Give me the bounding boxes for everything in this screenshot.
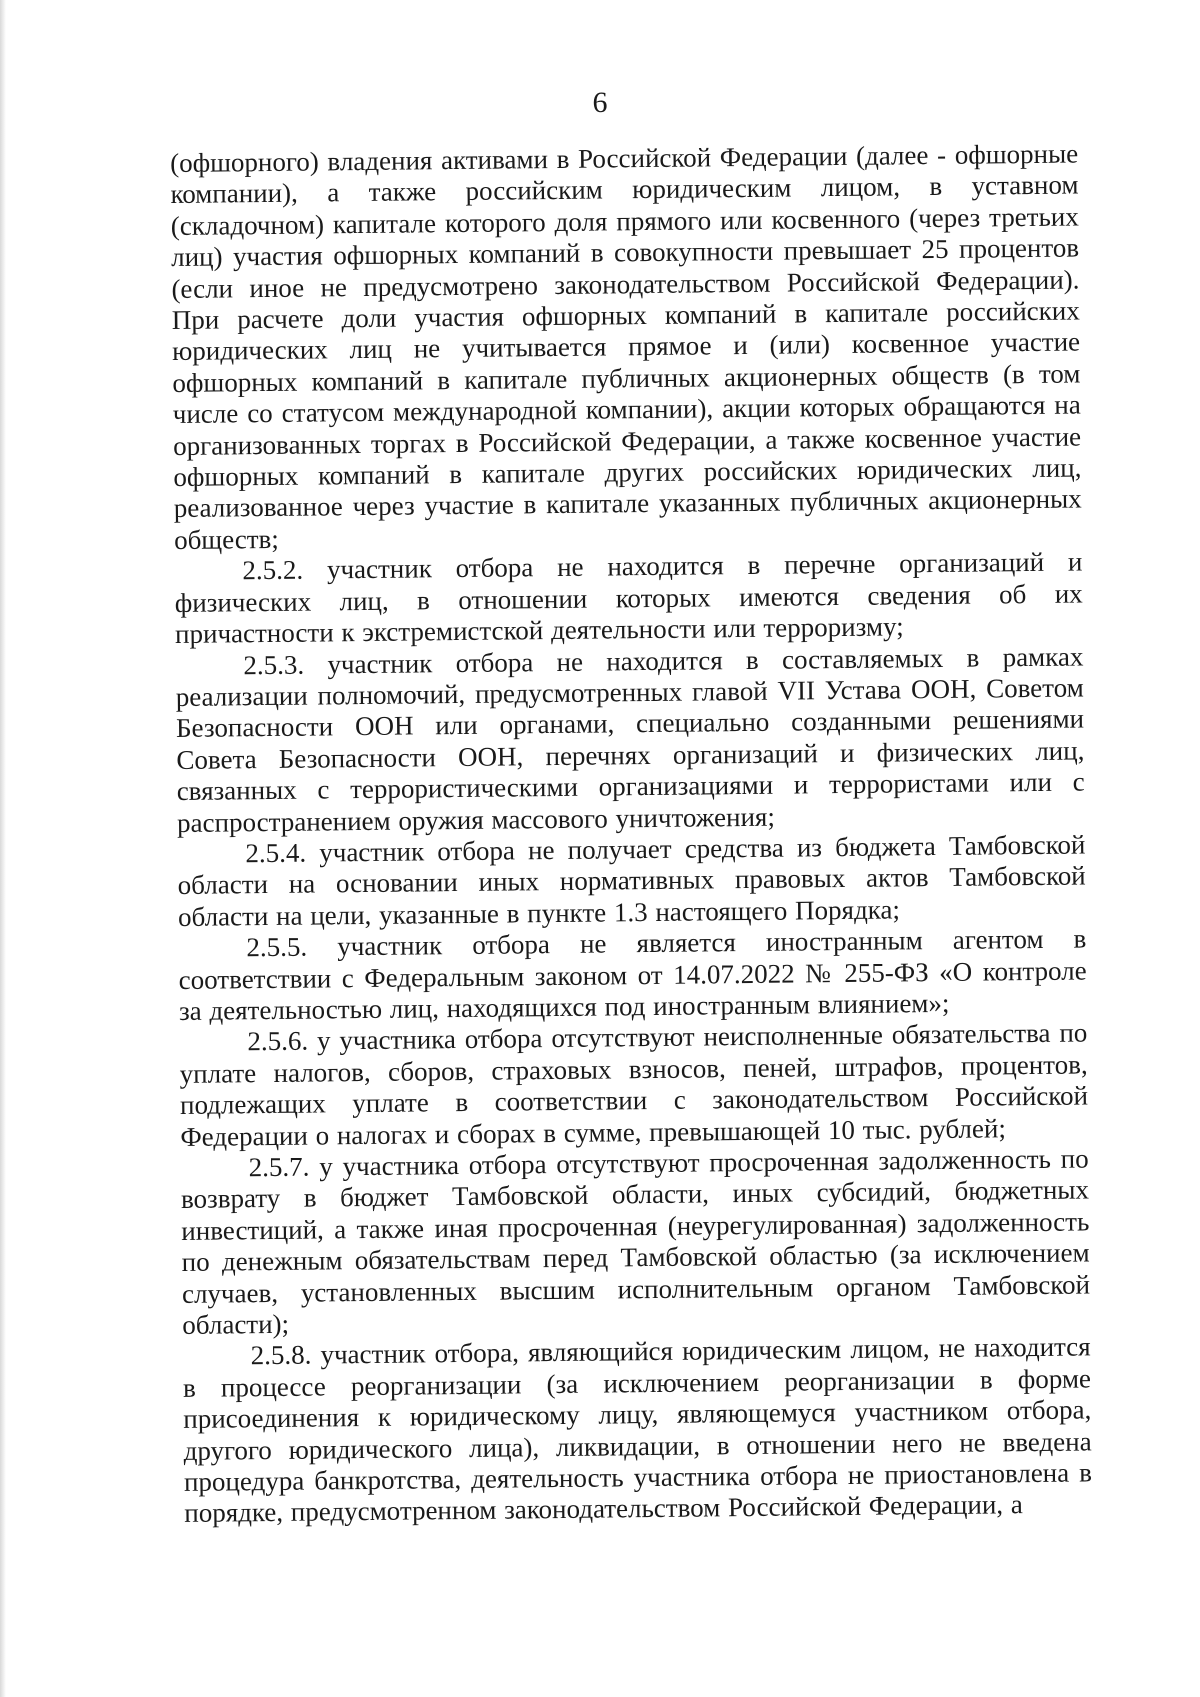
page-body	[170, 138, 1092, 1529]
paragraph-2-5-4: 2.5.4. участник отбора не получает средства из бюджета Тамбовской области на основании иных нормативных правовых актов Тамбовской области на цели, указанные в пункте 1.3 настоящего Порядка;	[177, 829, 1086, 932]
paragraph-2-5-3: 2.5.3. участник отбора не находится в составляемых в рамках реализации полномочий, предусмотренных главой VII Устава ООН, Советом Безопасности ООН или органами, специально созданными решениями Совета Безопасности ООН, перечнях организаций и физических лиц, связанных с террористическими организациями и террористами или с распространением оружия массового уничтожения;	[175, 640, 1085, 838]
paragraph-2-5-2: 2.5.2. участник отбора не находится в перечне организаций и физических лиц, в отношении которых имеются сведения об их причастности к экстремистской деятельности или терроризму;	[174, 546, 1083, 650]
page-number: 6	[592, 86, 608, 119]
paragraph-2-5-5: 2.5.5. участник отбора не является иностранным агентом в соответствии с Федеральным законом от 14.07.2022 № 255-ФЗ «О контроле за деятельностью лиц, находящихся под иностранным влиянием»;	[178, 923, 1087, 1026]
paragraph-2-5-8: 2.5.8. участник отбора, являющийся юридическим лицом, не находится в процессе реорганизации (за исключением реорганизации в форме присоединения к юридическому лицу, являющемуся участником отбора, другого юридического лица), ликвидации, в отношении него не введена процедура банкротства, деятельность участника отбора не приостановлена в порядке, предусмотренном законодательством Российской Федерации, а	[182, 1331, 1093, 1529]
paragraph-continuation: (офшорного) владения активами в Российской Федерации (далее - офшорные компании), а также российским юридическим лицом, в уставном (складочном) капитале которого доля прямого или косвенного (через третьих лиц) участия офшорных компаний в совокупности превышает 25 процентов (если иное не предусмотрено законодательством Российской Федерации). При расчете доли участия офшорных компаний в капитале российских юридических лиц не учитывается прямое и (или) косвенное участие офшорных компаний в капитале публичных акционерных обществ (в том числе со статусом международной компании), акции которых обращаются на организованных торгах в Российской Федерации, а также косвенное участие офшорных компаний в капитале других российских юридических лиц, реализованное через участие в капитале указанных публичных акционерных обществ;	[170, 138, 1082, 555]
scan-edge-shadow	[0, 0, 6, 1697]
paragraph-2-5-7: 2.5.7. у участника отбора отсутствуют просроченная задолженность по возврату в бюджет Тамбовской области, иных субсидий, бюджетных инвестиций, а также иная просроченная (неурегулированная) задолженность по денежным обязательствам перед Тамбовской областью (за исключением случаев, установленных высшим исполнительным органом Тамбовской области);	[180, 1143, 1091, 1340]
paragraph-2-5-6: 2.5.6. у участника отбора отсутствуют неисполненные обязательства по уплате налогов, сборов, страховых взносов, пеней, штрафов, процентов, подлежащих уплате в соответствии с законодательством Российской Федерации о налогах и сборах в сумме, превышающей 10 тыс. рублей;	[179, 1017, 1089, 1152]
